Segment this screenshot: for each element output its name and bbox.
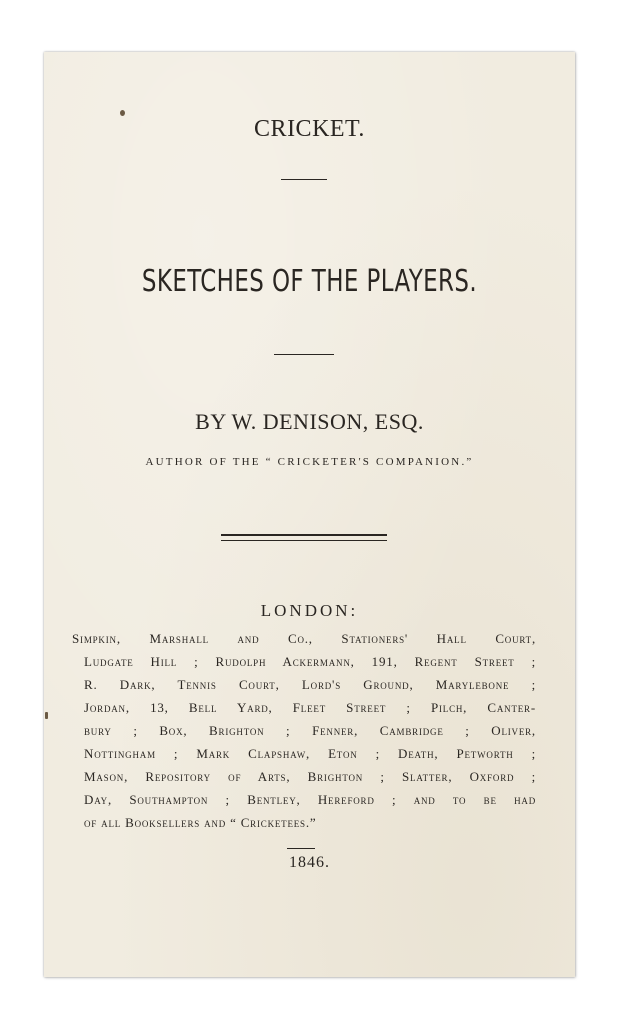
- imprint-line: Day, Southampton ; Bentley, Hereford ; and to be had: [84, 792, 536, 807]
- imprint-line: Ludgate Hill ; Rudolph Ackermann, 191, Regent Street ;: [84, 654, 536, 669]
- year-rule: [287, 848, 315, 849]
- author-line: BY W. DENISON, ESQ.: [195, 409, 424, 434]
- double-rule-divider: [221, 534, 387, 541]
- subtitle-rule: [274, 354, 334, 355]
- book-title: CRICKET.: [254, 116, 365, 142]
- imprint-line: Mason, Repository of Arts, Brighton ; Slatter, Oxford ;: [84, 769, 536, 784]
- imprint-line: Simpkin, Marshall and Co., Stationers' Hall Court,: [72, 631, 536, 646]
- book-subtitle: SKETCHES OF THE PLAYERS.: [141, 264, 478, 299]
- imprint-block: [72, 627, 536, 834]
- title-rule: [281, 179, 327, 180]
- author-note: AUTHOR OF THE “ CRICKETER'S COMPANION.”: [145, 456, 474, 468]
- imprint-line: of all Booksellers and “ Cricketees.”: [84, 815, 317, 830]
- publication-year: 1846.: [289, 854, 330, 871]
- imprint-city: LONDON:: [260, 601, 359, 620]
- paper-speck: [45, 712, 48, 719]
- title-page: [44, 52, 575, 977]
- imprint-line: bury ; Box, Brighton ; Fenner, Cambridge ; Oliver,: [84, 723, 536, 738]
- imprint-line: R. Dark, Tennis Court, Lord's Ground, Marylebone ;: [84, 677, 536, 692]
- imprint-line: Jordan, 13, Bell Yard, Fleet Street ; Pilch, Canter-: [84, 700, 536, 715]
- imprint-line: Nottingham ; Mark Clapshaw, Eton ; Death, Petworth ;: [84, 746, 536, 761]
